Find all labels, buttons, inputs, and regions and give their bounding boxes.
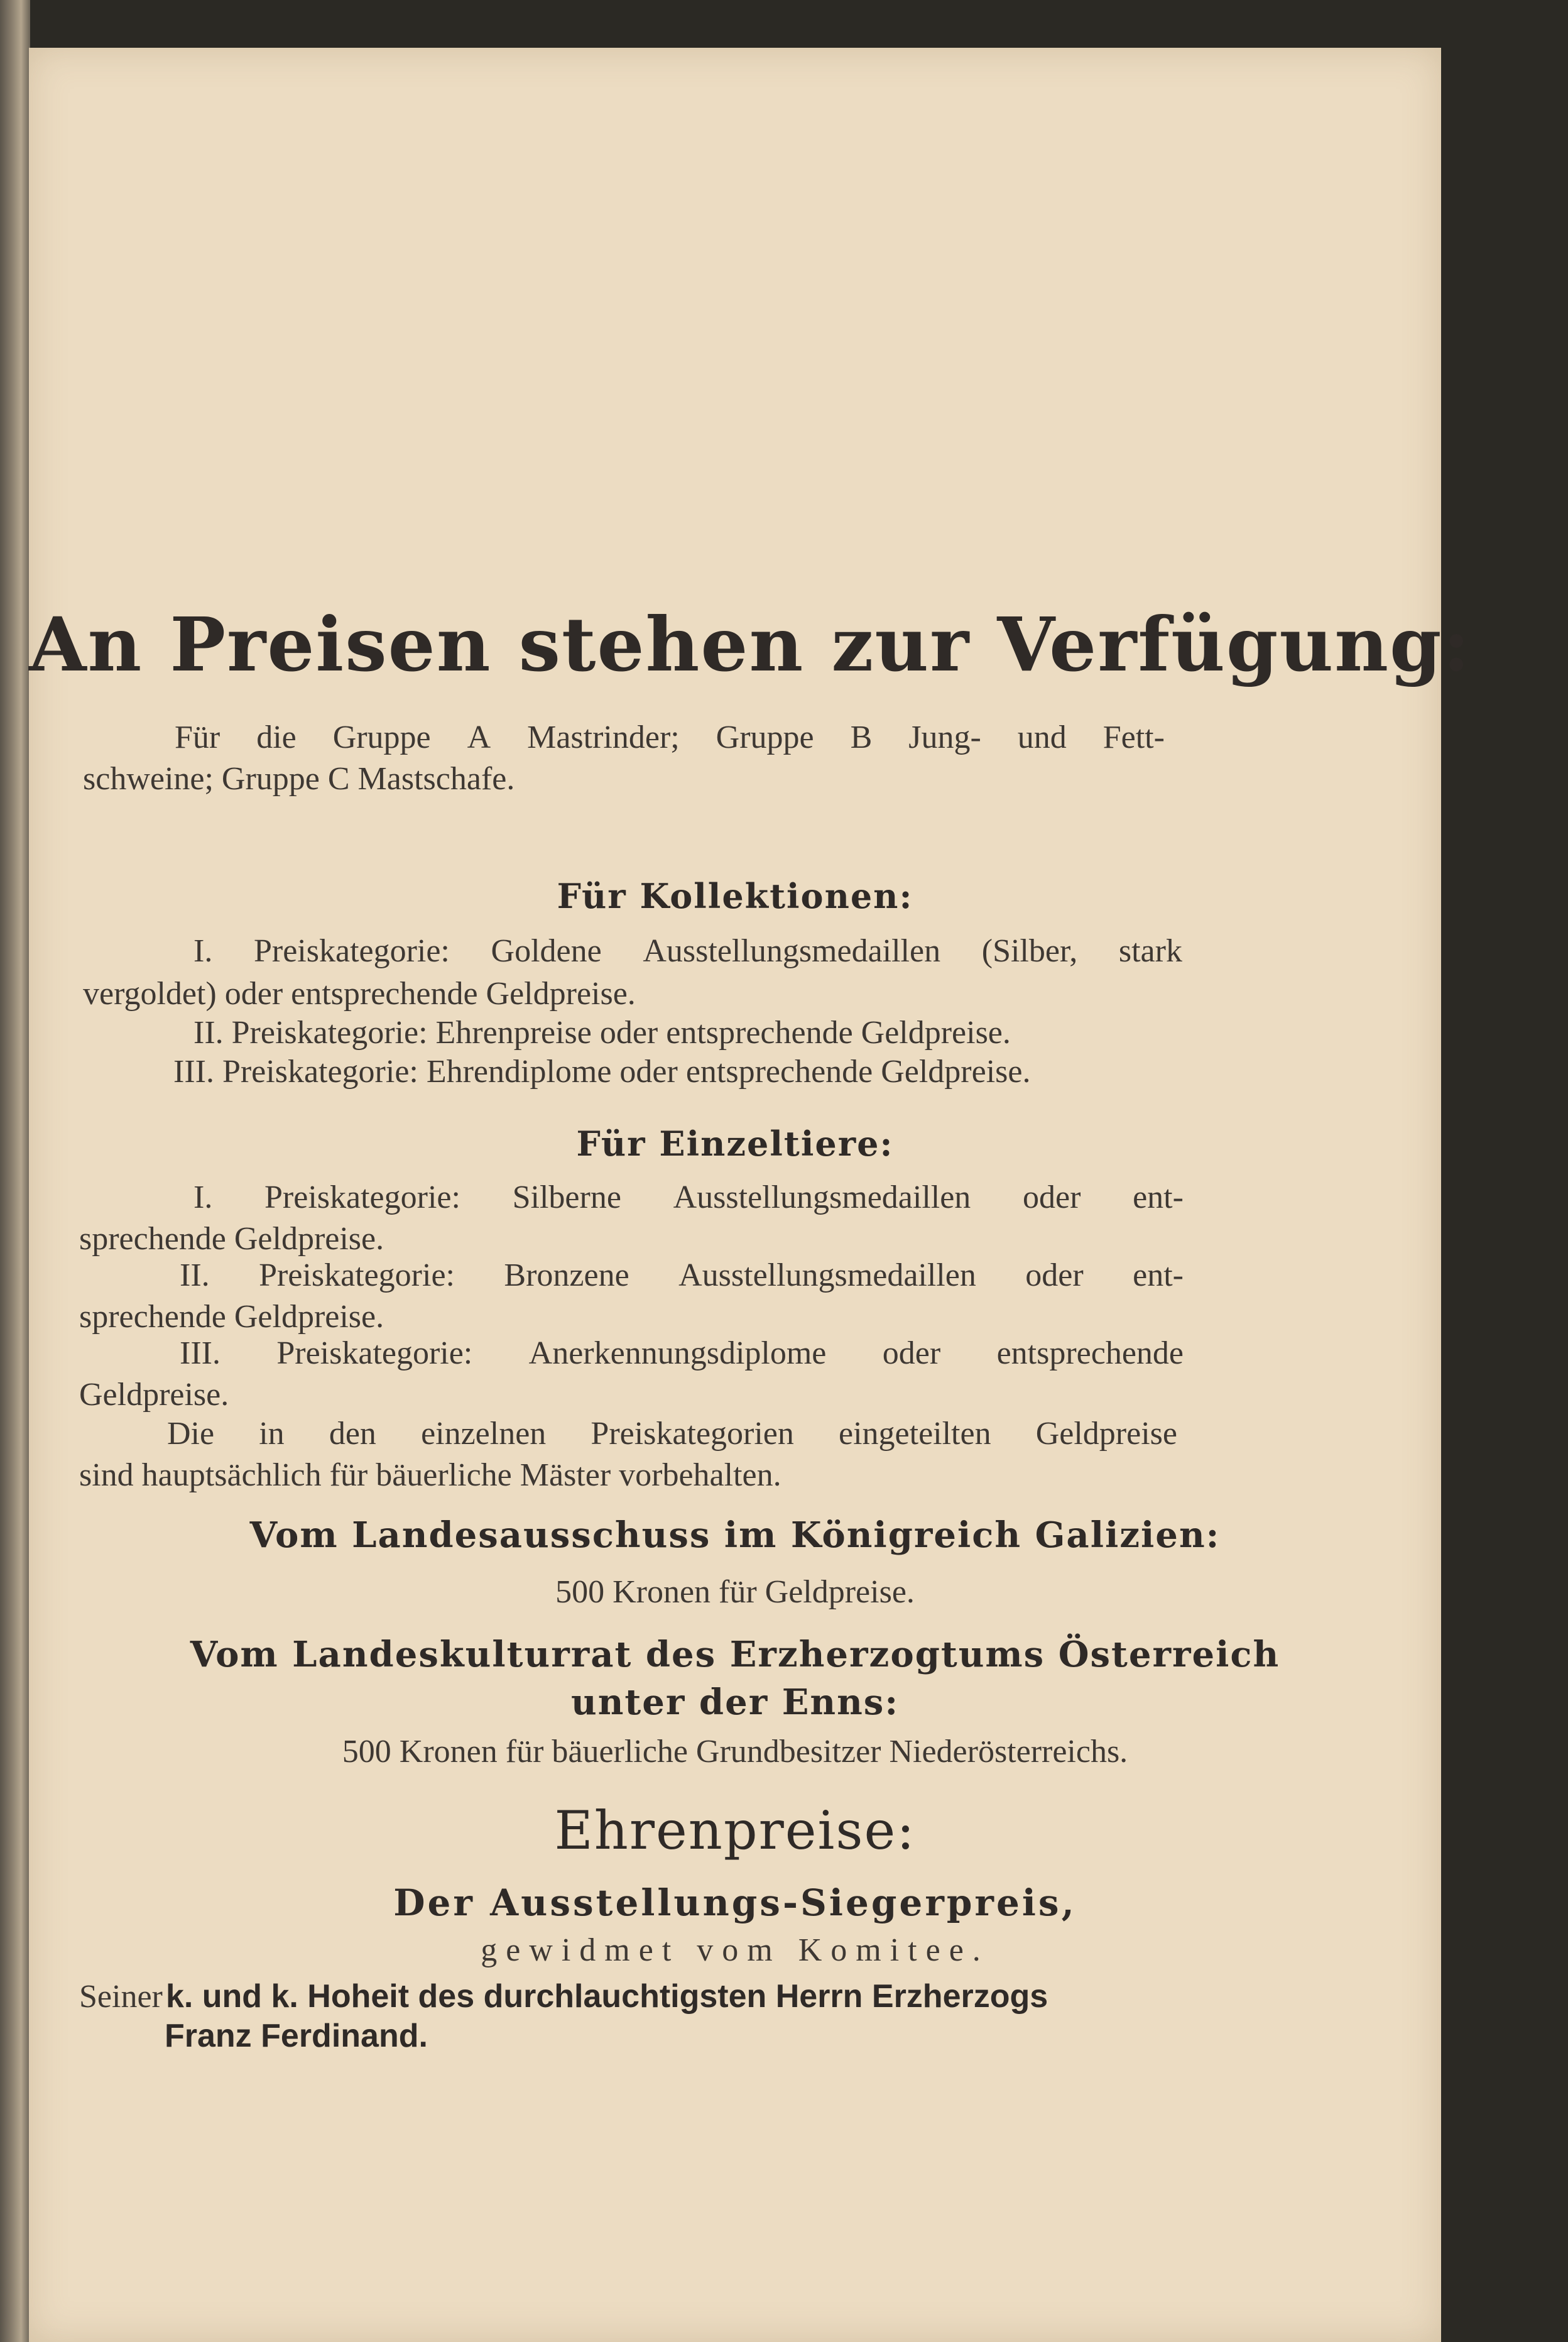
word: ent-: [1133, 1257, 1184, 1293]
word: in: [259, 1416, 285, 1452]
donor-title: k. und k. Hoheit des durchlauchtigsten Herrn Erzherzogs: [165, 1978, 1048, 2015]
einzeltiere-cat2-line1: [180, 1257, 1184, 1294]
einzeltiere-note-line1: [167, 1415, 1177, 1452]
section-heading-landeskulturrat-2: unter der Enns:: [570, 1682, 900, 1723]
einzeltiere-cat1-line1: [193, 1179, 1184, 1216]
section-heading-landesausschuss: Vom Landesausschuss im Königreich Galizien:: [249, 1514, 1221, 1556]
word: oder: [1025, 1257, 1084, 1293]
word: Gruppe: [332, 720, 431, 755]
word: A: [467, 720, 491, 755]
word: Mastrinder;: [527, 720, 680, 755]
word: Fett-: [1102, 720, 1165, 755]
landesausschuss-amount: 500 Kronen für Geldpreise.: [555, 1574, 915, 1610]
word: Anerkennungsdiplome: [528, 1335, 827, 1371]
kollektionen-cat1-line1: [193, 933, 1182, 970]
section-heading-kollektionen: Für Kollektionen:: [557, 876, 913, 916]
kollektionen-cat3: III. Preiskategorie: Ehrendiplome oder entsprechende Geldpreise.: [173, 1054, 1031, 1090]
book-spine-edge: [0, 0, 30, 2342]
word: eingeteilten: [839, 1416, 991, 1452]
einzeltiere-cat3-line1: [180, 1335, 1184, 1372]
donor-prefix: Seiner: [79, 1979, 163, 2015]
word: Preiskategorien: [591, 1416, 794, 1452]
word: Die: [167, 1416, 215, 1452]
einzeltiere-cat1-line2: sprechende Geldpreise.: [79, 1221, 384, 1257]
einzeltiere-cat2-line2: sprechende Geldpreise.: [79, 1299, 384, 1335]
word: oder: [882, 1335, 941, 1371]
word: B: [850, 720, 873, 755]
word: II.: [180, 1257, 210, 1293]
word: Preiskategorie:: [276, 1335, 473, 1371]
kollektionen-cat1-line2: vergoldet) oder entsprechende Geldpreise.: [83, 976, 636, 1012]
einzeltiere-note-line2: sind hauptsächlich für bäuerliche Mäster vorbehalten.: [79, 1457, 781, 1493]
word: Silberne: [512, 1179, 621, 1215]
word: III.: [180, 1335, 220, 1371]
section-heading-einzeltiere: Für Einzeltiere:: [576, 1124, 894, 1164]
section-heading-landeskulturrat-1: Vom Landeskulturrat des Erzherzogtums Österreich: [190, 1634, 1280, 1675]
word: Ausstellungsmedaillen: [678, 1257, 976, 1293]
intro-line-1: [175, 719, 1165, 756]
kollektionen-cat2: II. Preiskategorie: Ehrenpreise oder entsprechende Geldpreise.: [193, 1015, 1011, 1051]
word: Preiskategorie:: [253, 933, 450, 969]
document-page: [29, 48, 1472, 2342]
word: Gruppe: [716, 720, 814, 755]
word: Geldpreise: [1035, 1416, 1177, 1452]
intro-line-2: schweine; Gruppe C Mastschafe.: [83, 761, 515, 797]
word: Ausstellungsmedaillen: [643, 933, 941, 969]
word: Preiskategorie:: [259, 1257, 455, 1293]
landeskulturrat-amount: 500 Kronen für bäuerliche Grundbesitzer Niederösterreichs.: [342, 1734, 1128, 1770]
section-heading-ehrenpreise: Ehrenpreise:: [554, 1800, 916, 1861]
einzeltiere-cat3-line2: Geldpreise.: [79, 1377, 229, 1413]
donor-line-1: [79, 1977, 1048, 2017]
word: stark: [1118, 933, 1182, 969]
ehrenpreise-dedication: gewidmet vom Komitee.: [481, 1932, 989, 1968]
word: oder: [1023, 1179, 1081, 1215]
ehrenpreise-subheading: Der Ausstellungs-Siegerpreis,: [393, 1881, 1077, 1924]
word: entsprechende: [996, 1335, 1184, 1371]
word: den: [329, 1416, 376, 1452]
word: ent-: [1133, 1179, 1184, 1215]
word: und: [1017, 720, 1067, 755]
word: I.: [193, 933, 213, 969]
page-title: An Preisen stehen zur Verfügung:: [29, 601, 1472, 688]
donor-line-2: Franz Ferdinand.: [165, 2018, 428, 2054]
word: Jung-: [908, 720, 981, 755]
word: I.: [193, 1179, 213, 1215]
word: Bronzene: [504, 1257, 629, 1293]
word: einzelnen: [421, 1416, 547, 1452]
word: Ausstellungsmedaillen: [673, 1179, 971, 1215]
word: die: [256, 720, 297, 755]
word: Preiskategorie:: [264, 1179, 460, 1215]
word: Für: [175, 720, 220, 755]
word: (Silber,: [981, 933, 1078, 969]
word: Goldene: [491, 933, 602, 969]
